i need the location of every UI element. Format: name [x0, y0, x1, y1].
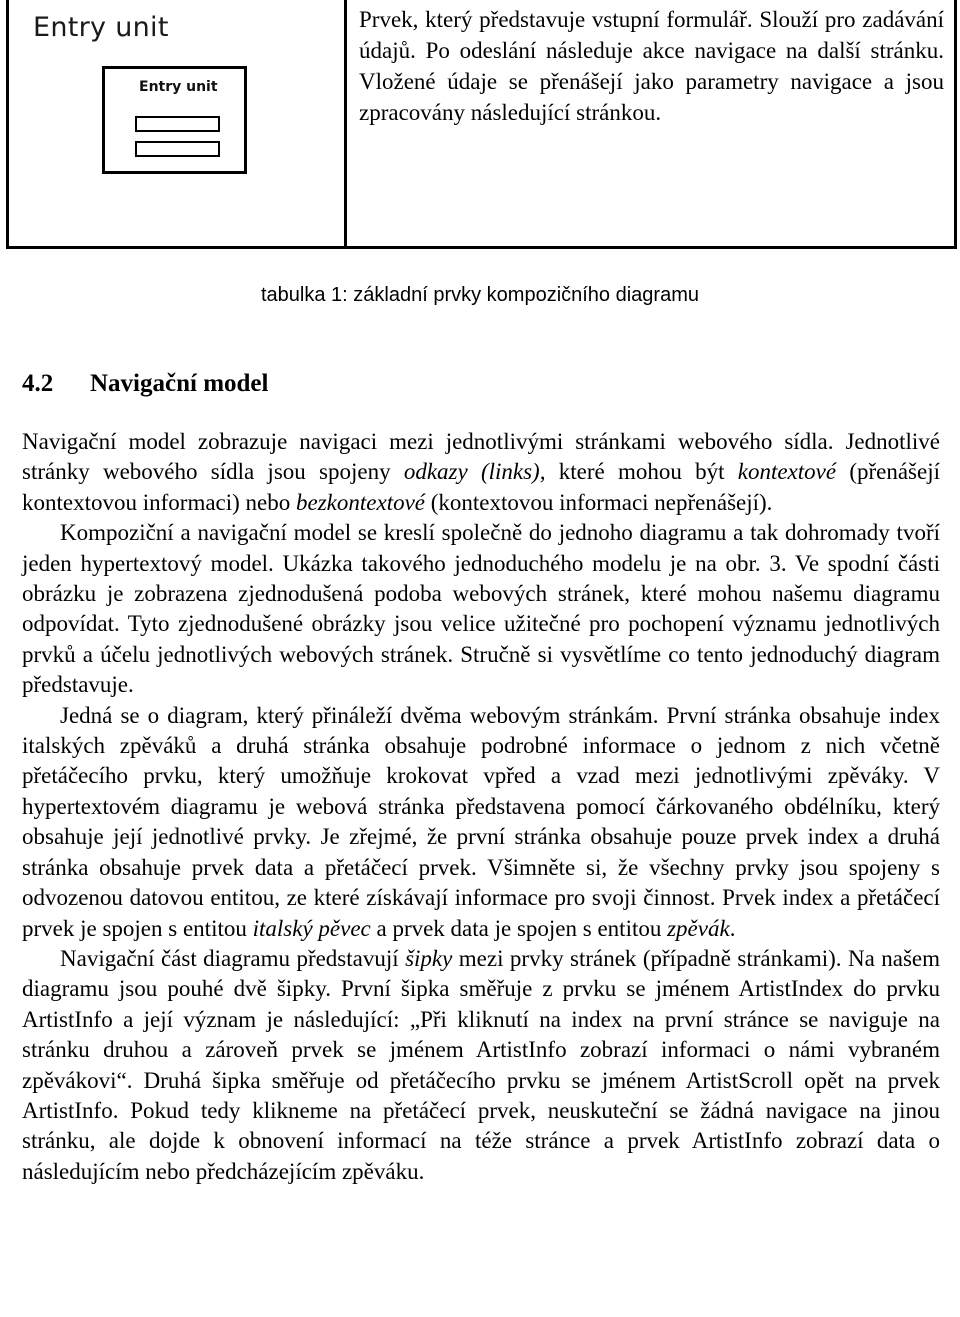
text-span: .: [729, 915, 736, 941]
text-span: (přenášejí kontextovou informaci) nebo: [22, 459, 940, 515]
text-span: které mohou být: [545, 459, 738, 485]
text-span: Navigační model zobrazuje navigaci mezi jednotlivými stránkami webového sídla. Jednotlivé stránky webového sídla jsou spojeny: [22, 429, 940, 485]
text-span: (kontextovou informaci nepřenášejí).: [425, 489, 773, 515]
emphasis-italian-singer: italský pěvec: [252, 915, 371, 941]
text-span: Navigační část diagramu představují: [60, 945, 406, 971]
components-table: [6, 0, 957, 249]
entry-unit-title: Entry unit: [33, 12, 169, 43]
entry-unit-description: Prvek, který představuje vstupní formulář. Slouží pro zadávání údajů. Po odeslání následuje akce navigace na další stránku. Vložené údaje se přenášejí jako parametry navigace a jsou zpracovány následující stránkou.: [359, 7, 944, 125]
text-span: a prvek data je spojen s entitou: [370, 915, 668, 941]
emphasis-links: odkazy (links),: [403, 459, 546, 485]
section-title: Navigační model: [90, 370, 269, 397]
paragraph-3: [22, 701, 940, 944]
entry-unit-description-cell: [359, 4, 944, 128]
entry-unit-symbol-cell: [9, 0, 344, 246]
text-span: Jedná se o diagram, který přináleží dvěma webovým stránkám. První stránka obsahuje index italských zpěváků a druhá stránka obsahuje podrobné informace o jednom z nich včetně přetáčecího prvku, který umožňuje krokovat vpřed a vzad mezi jednotlivými zpěváky. V hypertextovém diagramu je webová stránka představena pomocí čárkovaného obdélníku, který obsahuje její jednotlivé prvky. Je zřejmé, že první stránka obsahuje pouze prvek index a druhá stránka obsahuje prvek data a přetáčecí prvek. Všimněte si, že všechny prvky jsou spojeny s odvozenou datovou entitou, ze které získávají informace pro svoji činnost. Prvek index a přetáčecí prvek je spojen s entitou: [22, 702, 940, 941]
emphasis-contextual: kontextové: [737, 459, 837, 485]
paragraph-2: Kompoziční a navigační model se kreslí společně do jednoho diagramu a tak dohromady tvoří jeden hypertextový model. Ukázka takového jednoduchého modelu je na obr. 3. Ve spodní části obrázku je zobrazena zjednodušená podoba webových stránek, které mohou našemu diagramu odpovídat. Tyto zjednodušené obrázky jsou velice užitečné pro pochopení významu jednotlivých prvků a účelu jednotlivých webových stránek. Stručně si vysvětlíme co tento jednoduchý diagram představuje.: [22, 520, 940, 698]
input-field-icon: [135, 116, 220, 132]
input-field-icon: [135, 141, 220, 157]
text-span: mezi prvky stránek (případně stránkami). Na našem diagramu jsou pouhé dvě šipky. První šipka směřuje z prvku se jménem ArtistIndex do prvku ArtistInfo a její význam je následující: „Při kliknutí na index na první stránce se naviguje na stránku druhou a zároveň prvek se jménem ArtistInfo zobrazí informaci o námi vybraném zpěvákovi“. Druhá šipka směřuje od přetáčecího prvku se jménem ArtistScroll opět na prvek ArtistInfo. Pokud tedy klikneme na přetáčecí prvek, neuskuteční se žádná navigace na jinou stránku, ale dojde k obnovení informací na téže stránce a prvek ArtistInfo zobrazí data o následujícím nebo předcházejícím zpěváku.: [22, 945, 940, 1184]
entry-unit-diagram-icon: [102, 66, 247, 174]
paragraph-1: [22, 427, 940, 518]
entry-unit-box-label: Entry unit: [139, 79, 218, 95]
emphasis-noncontextual: bezkontextové: [296, 489, 425, 515]
emphasis-singer: zpěvák: [667, 915, 730, 941]
section-number: 4.2: [22, 370, 54, 397]
table-caption: tabulka 1: základní prvky kompozičního diagramu: [260, 284, 699, 306]
emphasis-arrows: šipky: [405, 945, 453, 971]
table-column-divider: [344, 0, 347, 246]
paragraph-4: [22, 944, 940, 1187]
body-text: [22, 427, 940, 1187]
section-heading: [22, 370, 268, 398]
